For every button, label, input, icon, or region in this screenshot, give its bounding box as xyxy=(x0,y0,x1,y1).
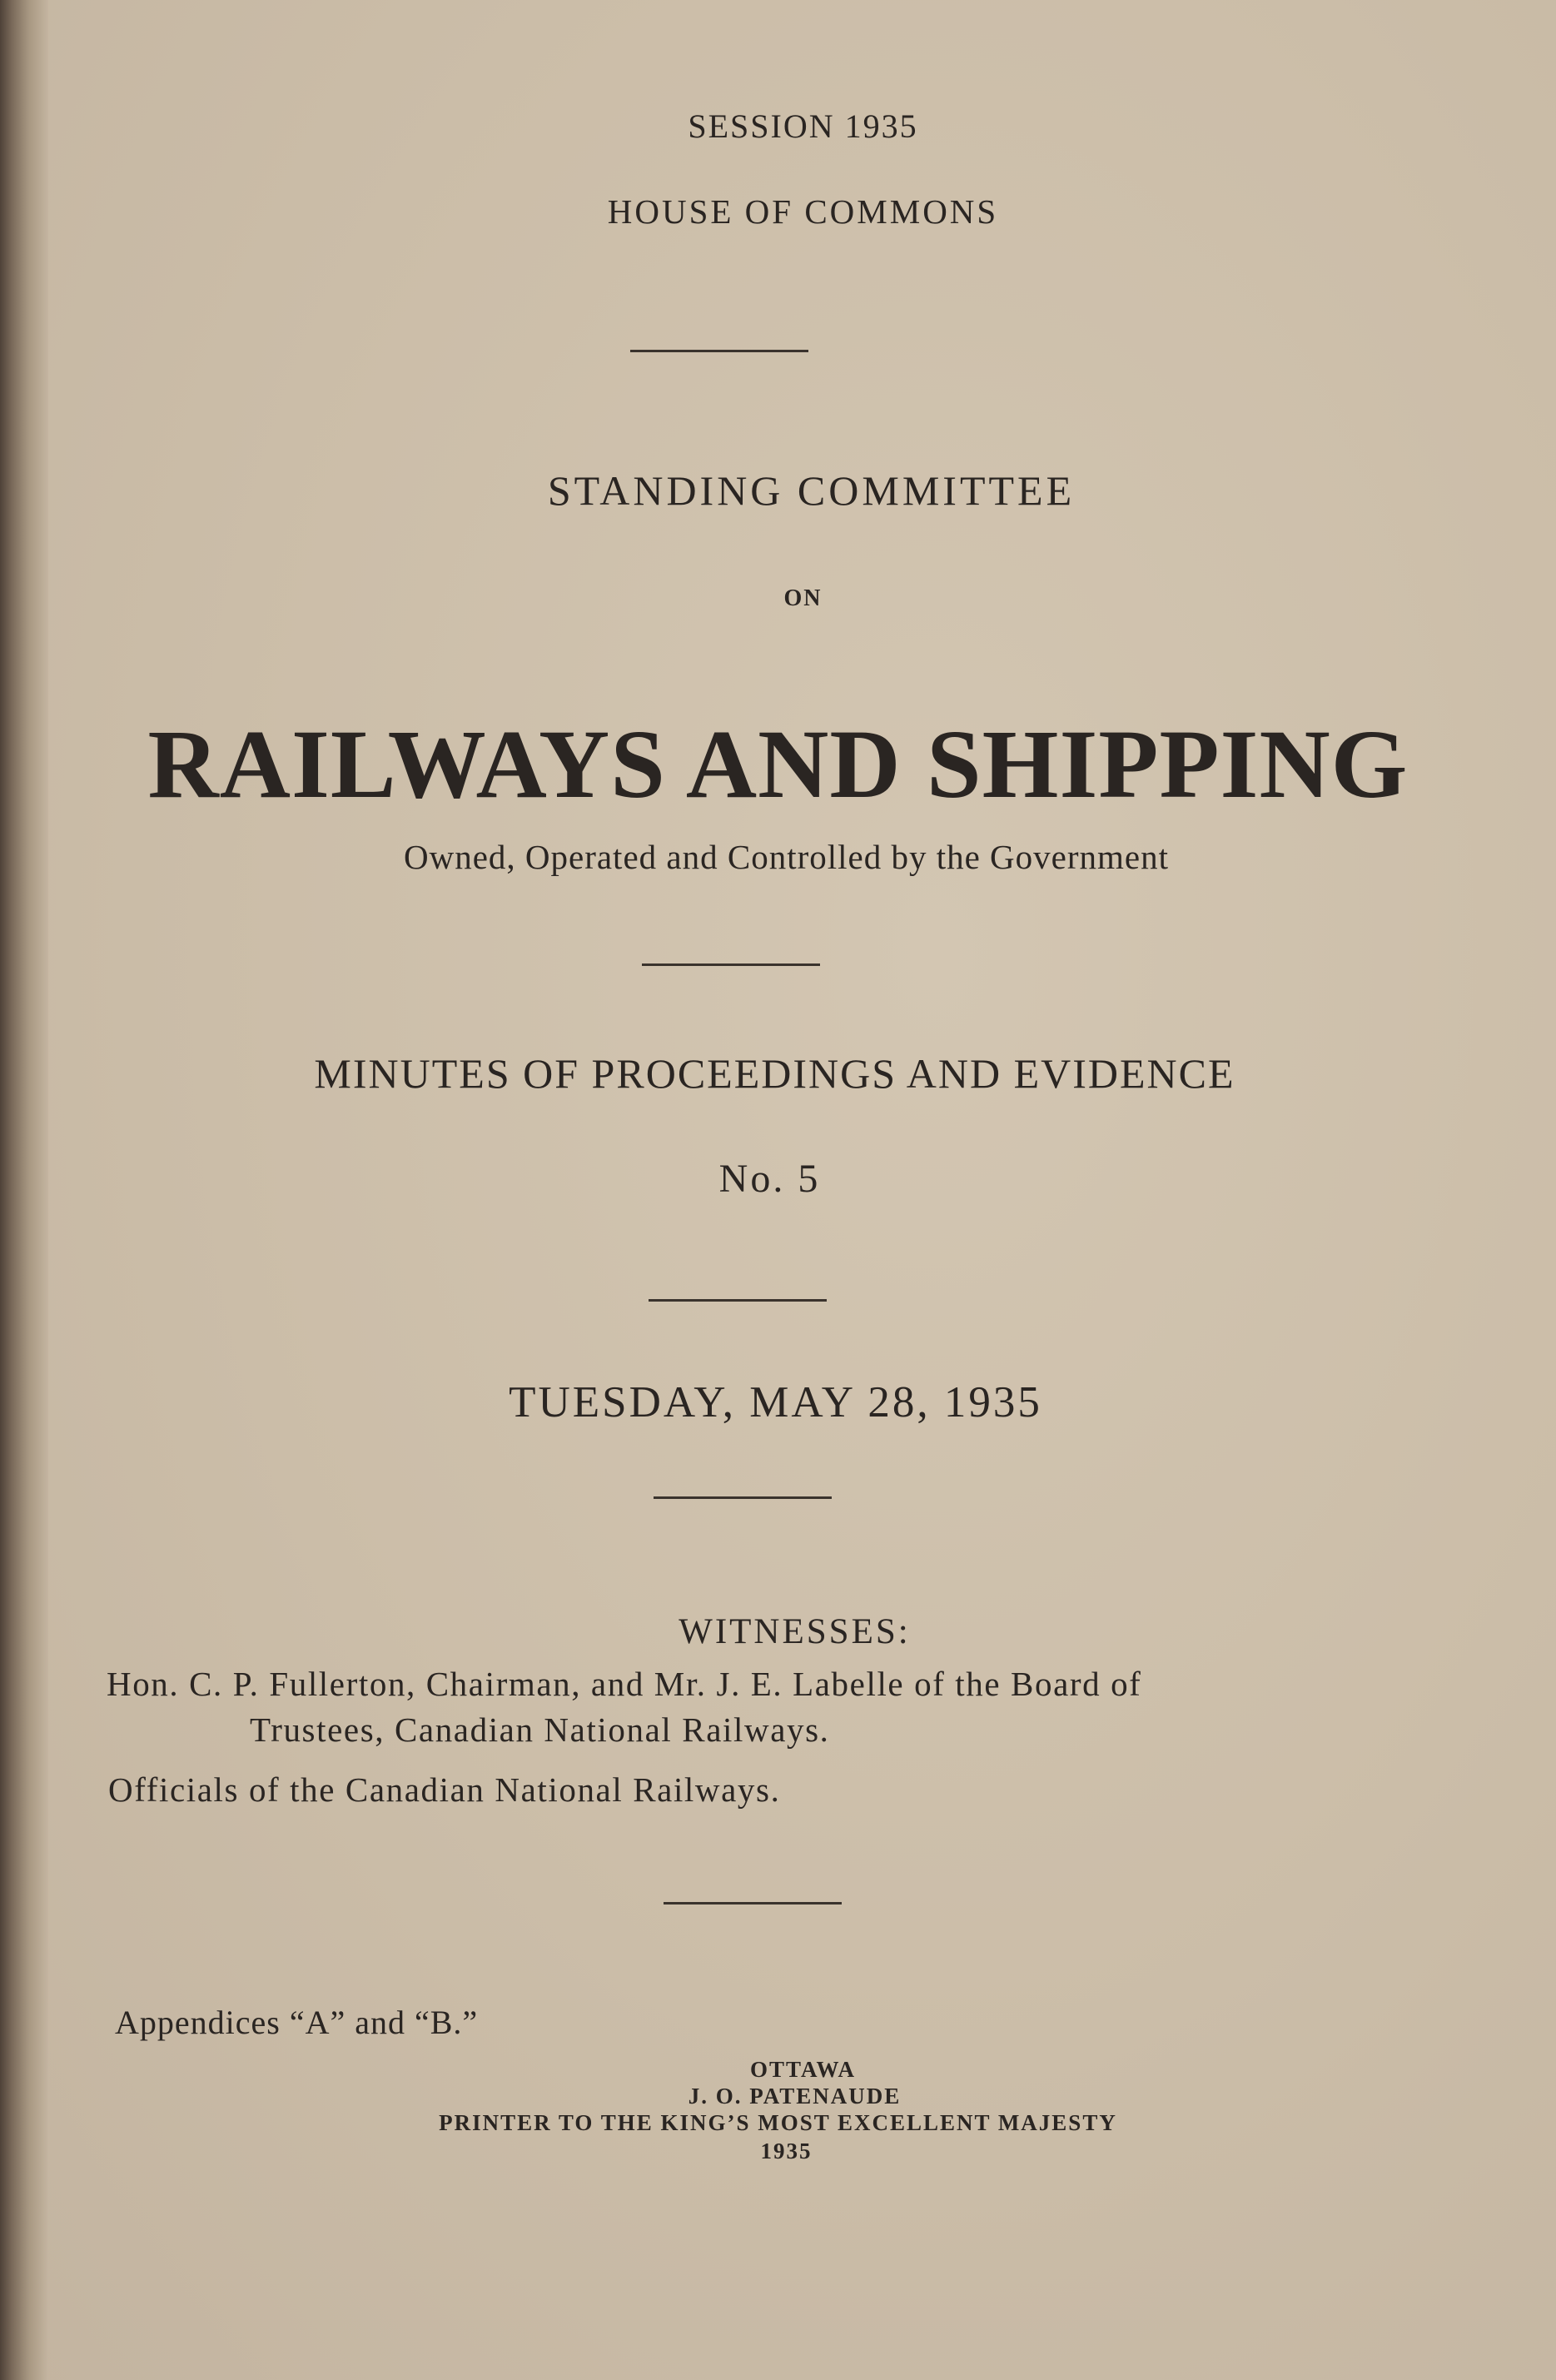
imprint-city: OTTAWA xyxy=(749,2057,857,2082)
house-heading: HOUSE OF COMMONS xyxy=(607,192,999,231)
committee-on: ON xyxy=(783,585,823,611)
imprint-printer: J. O. PATENAUDE xyxy=(688,2084,902,2109)
divider-rule xyxy=(642,963,820,966)
report-date: TUESDAY, MAY 28, 1935 xyxy=(509,1378,1042,1427)
report-title: MINUTES OF PROCEEDINGS AND EVIDENCE xyxy=(314,1050,1235,1097)
report-number: No. 5 xyxy=(718,1157,821,1201)
divider-rule xyxy=(654,1496,832,1499)
witnesses-heading: WITNESSES: xyxy=(679,1612,911,1651)
divider-rule xyxy=(630,350,808,352)
witness-entry-line: Hon. C. P. Fullerton, Chairman, and Mr. J. E. Labelle of the Board of xyxy=(107,1665,1142,1703)
divider-rule xyxy=(664,1902,842,1904)
session-heading: SESSION 1935 xyxy=(688,107,918,145)
imprint-year: 1935 xyxy=(760,2139,813,2163)
committee-heading: STANDING COMMITTEE xyxy=(547,467,1076,514)
divider-rule xyxy=(649,1299,827,1302)
committee-subject: RAILWAYS AND SHIPPING xyxy=(147,710,1409,819)
witness-entry-line: Officials of the Canadian National Railways. xyxy=(108,1770,781,1809)
appendices-note: Appendices “A” and “B.” xyxy=(115,2004,479,2041)
committee-subtitle: Owned, Operated and Controlled by the Government xyxy=(403,838,1169,876)
imprint-printer-title: PRINTER TO THE KING’S MOST EXCELLENT MAJESTY xyxy=(439,2110,1117,2135)
witness-entry-line: Trustees, Canadian National Railways. xyxy=(250,1710,830,1749)
